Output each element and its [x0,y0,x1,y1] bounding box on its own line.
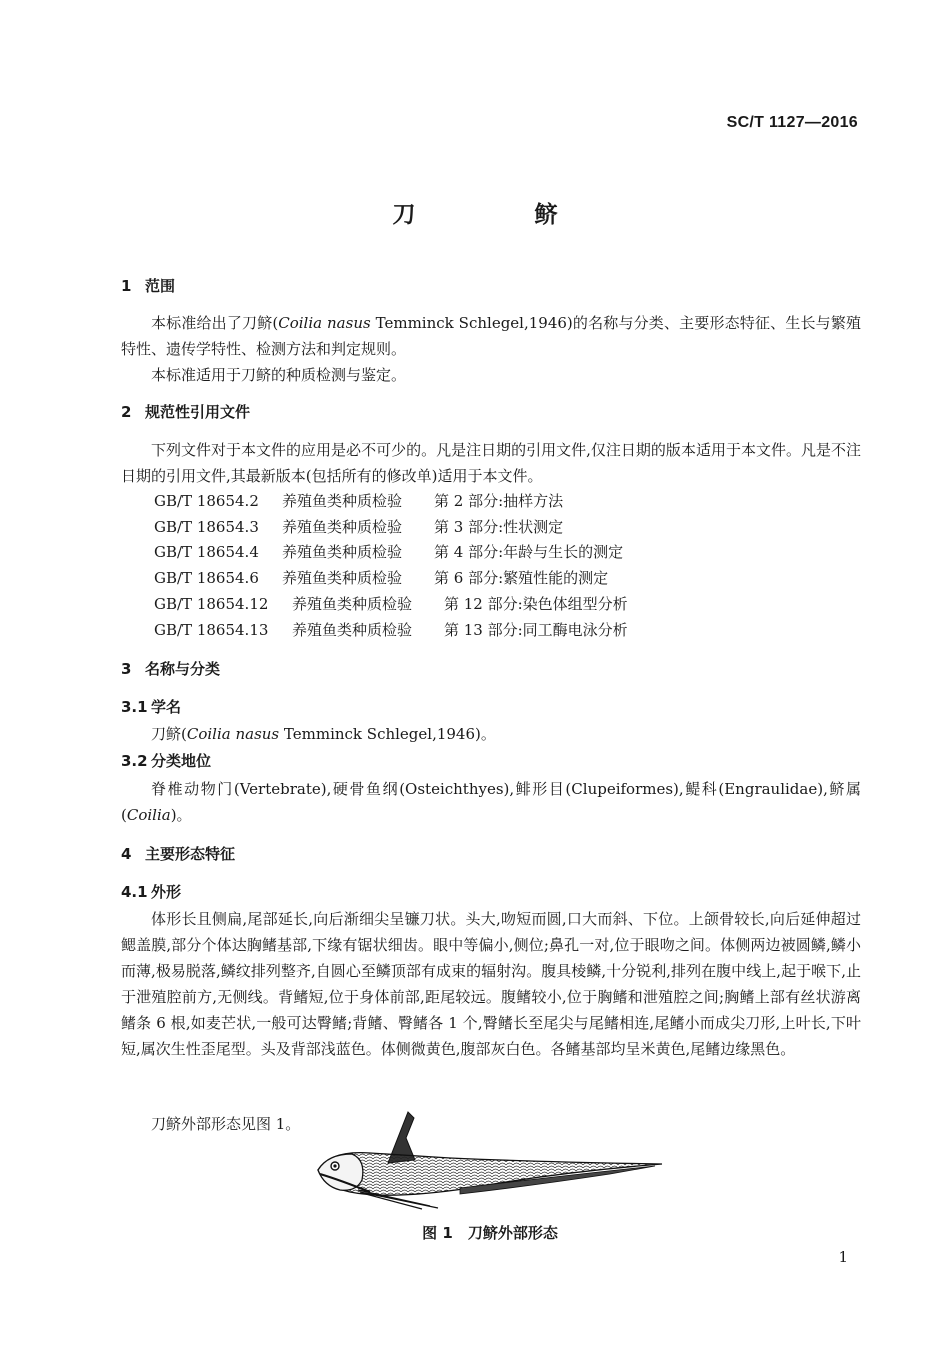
reference-item [154,593,628,614]
text: Temminck Schlegel,1946)。 [279,725,496,743]
section-number: 3.1 [121,698,148,716]
reference-item [154,541,623,562]
figure-reference-line: 刀鲚外部形态见图 1。 [151,1115,301,1133]
reference-part: 第 12 部分:染色体组型分析 [444,595,628,613]
scope-paragraph-2: 本标准适用于刀鲚的种质检测与鉴定。 [151,366,407,384]
reference-code: GB/T 18654.3 [154,518,259,536]
text: 脊椎动物门(Vertebrate),硬骨鱼纲(Osteichthyes),鲱形目(Clupeiformes),鳀科(Engraulidae),鲚属( [121,780,861,824]
taxonomy-paragraph [121,776,861,828]
text: )。 [170,806,192,824]
reference-part: 第 2 部分:抽样方法 [434,492,564,510]
standard-code: SC/T 1127—2016 [726,114,858,131]
reference-item [154,490,563,511]
section-number: 1 [121,277,132,295]
text: 体形长且侧扁,尾部延长,向后渐细尖呈镰刀状。头大,吻短而圆,口大而斜、下位。上颌骨较长,向后延伸超过鳃盖膜,部分个体达胸鳍基部,下缘有锯状细齿。眼中等偏小,侧位;鼻孔一对,位于眼吻之间。体侧两边被圆鳞,鳞小而薄,极易脱落,鳞纹排列整齐,自圆心至鳞顶部有成束的辐射沟。腹具棱鳞,十分锐利,排列在腹中线上,起于喉下,止于泄殖腔前方,无侧线。背鳍短,位于身体前部,距尾较远。腹鳍较小,位于胸鳍和泄殖腔之间;胸鳍上部有丝状游离鳍条 6 根,如麦芒状,一般可达臀鳍;背鳍、臀鳍各 1 个,臀鳍长至尾尖与尾鳍相连,尾鳍小而成尖刀形,上叶长,下叶短,属次生性歪尾型。头及背部浅蓝色。体侧微黄色,腹部灰白色。各鳍基部均呈米黄色,尾鳍边缘黑色。 [121,910,861,1058]
fish-illustration [310,1108,670,1218]
scientific-name: Coilia nasus [278,314,371,332]
reference-code: GB/T 18654.13 [154,621,269,639]
section-3-2-heading [121,750,211,771]
section-3-1-heading [121,696,181,717]
reference-part: 第 13 部分:同工酶电泳分析 [444,621,628,639]
reference-title: 养殖鱼类种质检验 [292,621,413,639]
fish-pupil [333,1164,336,1167]
text: 下列文件对于本文件的应用是必不可少的。凡是注日期的引用文件,仅注日期的版本适用于本文件。凡是不注日期的引用文件,其最新版本(包括所有的修改单)适用于本文件。 [121,441,861,485]
section-number: 2 [121,403,132,421]
reference-code: GB/T 18654.6 [154,569,259,587]
reference-title: 养殖鱼类种质检验 [292,595,413,613]
reference-title: 养殖鱼类种质检验 [282,492,403,510]
section-4-heading [121,843,235,864]
section-title: 主要形态特征 [145,845,236,863]
scientific-name: Coilia nasus [186,725,280,743]
section-number: 3 [121,660,132,678]
reference-code: GB/T 18654.2 [154,492,259,510]
section-number: 4 [121,845,132,863]
section-title: 分类地位 [151,752,212,770]
section-title: 名称与分类 [145,660,221,678]
figure-caption: 图 1 刀鲚外部形态 [422,1224,558,1242]
reference-item [154,516,563,537]
section-number: 4.1 [121,883,148,901]
normative-intro [121,437,861,489]
section-3-heading [121,658,220,679]
section-title: 范围 [145,277,176,295]
reference-title: 养殖鱼类种质检验 [282,543,403,561]
reference-code: GB/T 18654.4 [154,543,259,561]
section-1-heading [121,275,175,296]
reference-title: 养殖鱼类种质检验 [282,518,403,536]
section-title: 学名 [151,698,182,716]
reference-code: GB/T 18654.12 [154,595,269,613]
page-number: 1 [838,1248,848,1266]
text: 刀鲚( [151,725,187,743]
text: 本标准给出了刀鲚( [151,314,279,332]
section-4-1-heading [121,881,181,902]
reference-part: 第 6 部分:繁殖性能的测定 [434,569,609,587]
scientific-name-line [151,723,496,744]
text: Temminck Schlegel,1946)的名称与分类、主要形态特征、生长与繁殖特性、遗传学特性、检测方法和判定规则。 [121,314,862,358]
genus-name: Coilia [126,806,171,824]
document-title: 刀 鲚 [392,202,606,228]
section-title: 规范性引用文件 [145,403,251,421]
fish-head [318,1154,363,1190]
section-title: 外形 [151,883,182,901]
section-number: 3.2 [121,752,148,770]
reference-part: 第 4 部分:年龄与生长的测定 [434,543,624,561]
morphology-paragraph [121,906,861,1062]
scope-paragraph-1 [121,310,861,362]
reference-item [154,567,608,588]
reference-title: 养殖鱼类种质检验 [282,569,403,587]
section-2-heading [121,401,250,422]
reference-item [154,619,628,640]
reference-part: 第 3 部分:性状测定 [434,518,564,536]
